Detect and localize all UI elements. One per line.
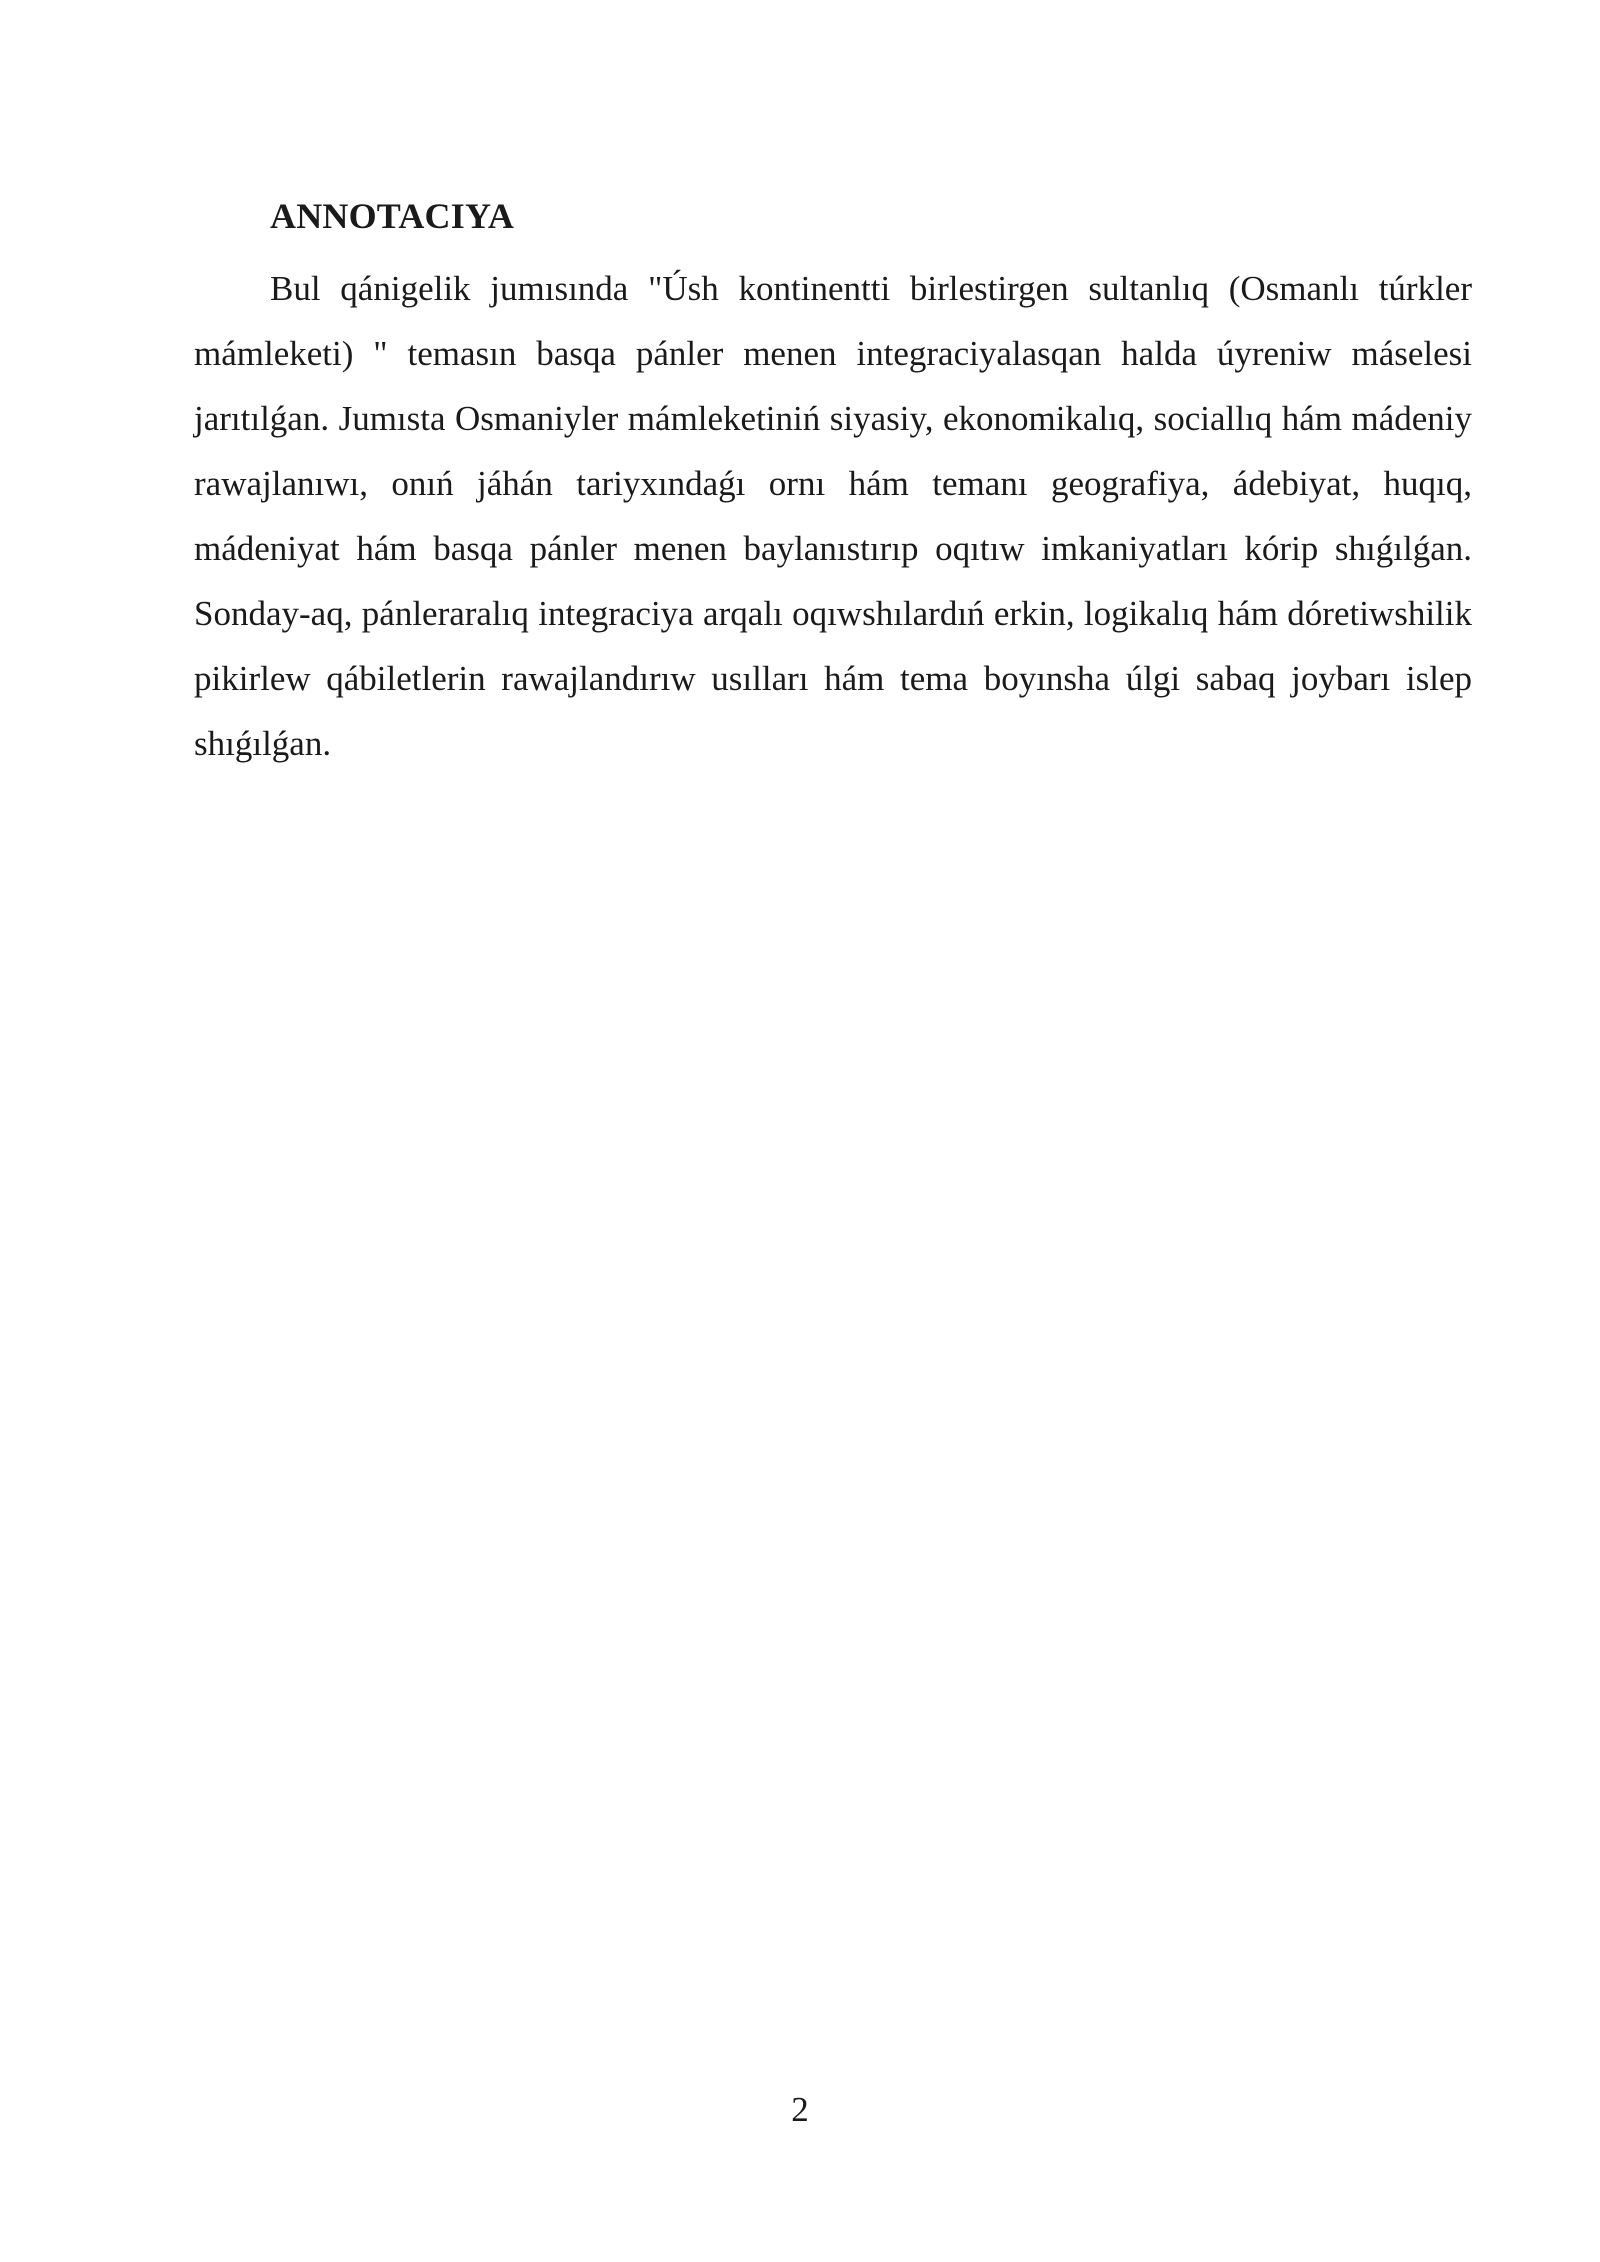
document-body (194, 191, 1472, 776)
page-number: 2 (791, 2090, 809, 2129)
section-heading: ANNOTACIYA (270, 196, 515, 236)
annotation-paragraph: Bul qánigelik jumısında "Úsh kontinentti birlestirgen sultanlıq (Osmanlı túrkler mámleketi) " temasın basqa pánler menen integraciyalasqan halda úyreniw máselesi jarıtılǵan. Jumısta Osmaniyler mámleketiniń siyasiy, ekonomikalıq, sociallıq hám mádeniy rawajlanıwı, onıń jáhán tariyxındaǵı ornı hám temanı geografiya, ádebiyat, huqıq, mádeniyat hám basqa pánler menen baylanıstırıp oqıtıw imkaniyatları kórip shıǵılǵan. Sonday-aq, pánleraralıq integraciya arqalı oqıwshılardıń erkin, logikalıq hám dóretiwshilik pikirlew qábiletlerin rawajlandırıw usılları hám tema boyınsha úlgi sabaq joybarı islep shıǵılǵan. (194, 269, 1472, 763)
